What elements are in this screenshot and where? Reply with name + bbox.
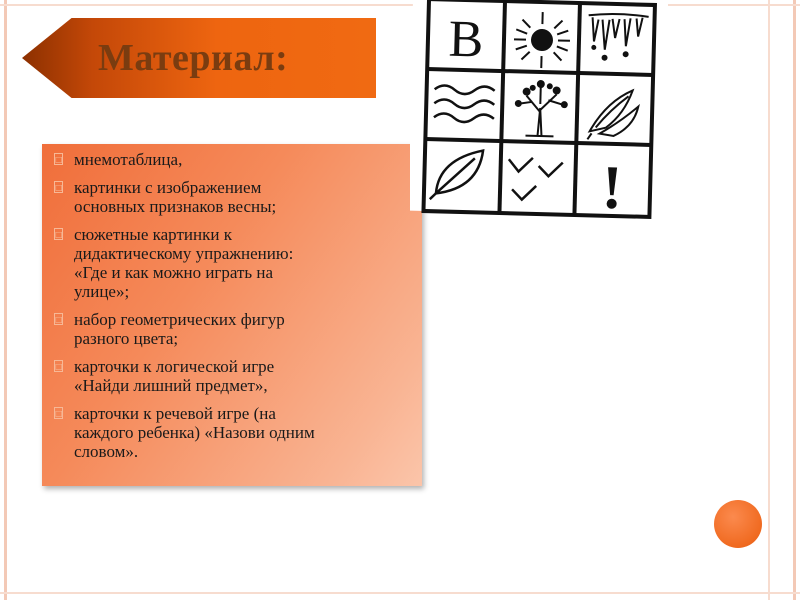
bullet-text: картинки с изображением основных признаков весны; (74, 178, 277, 216)
bullet-text: сюжетные картинки к дидактическому упражнению: «Где и как можно играть на улице»; (74, 225, 294, 301)
bullet-list (42, 150, 422, 470)
frame-line-left (4, 0, 7, 600)
frame-line-right (793, 0, 796, 600)
decorative-circle (714, 500, 762, 548)
content-box (42, 144, 422, 486)
list-item (42, 225, 422, 301)
bullet-icon: □ (55, 362, 63, 371)
list-item (42, 178, 422, 216)
bullet-text: карточки к логической игре «Найди лишний предмет», (74, 357, 275, 395)
frame-line-top (0, 4, 800, 6)
letter-b-icon: В (447, 10, 485, 69)
bullet-icon: □ (55, 409, 63, 418)
bullet-icon: □ (55, 315, 63, 324)
slide-title: Материал: (98, 37, 289, 79)
mnemo-table-image (410, 0, 668, 228)
list-item (42, 310, 422, 348)
exclamation-icon: ! (600, 153, 624, 223)
bullet-text: карточки к речевой игре (на каждого ребенка) «Назови одним словом». (74, 404, 315, 461)
bullet-text: набор геометрических фигур разного цвета; (74, 310, 285, 348)
bullet-text: мнемотаблица, (74, 150, 183, 169)
bullet-icon: □ (55, 155, 63, 164)
frame-line-right-inner (768, 0, 770, 600)
list-item (42, 150, 422, 169)
frame-line-bottom (0, 592, 800, 594)
list-item (42, 357, 422, 395)
bullet-icon: □ (55, 230, 63, 239)
bullet-icon: □ (55, 183, 63, 192)
mnemo-table-svg (410, 0, 668, 232)
list-item (42, 404, 422, 461)
